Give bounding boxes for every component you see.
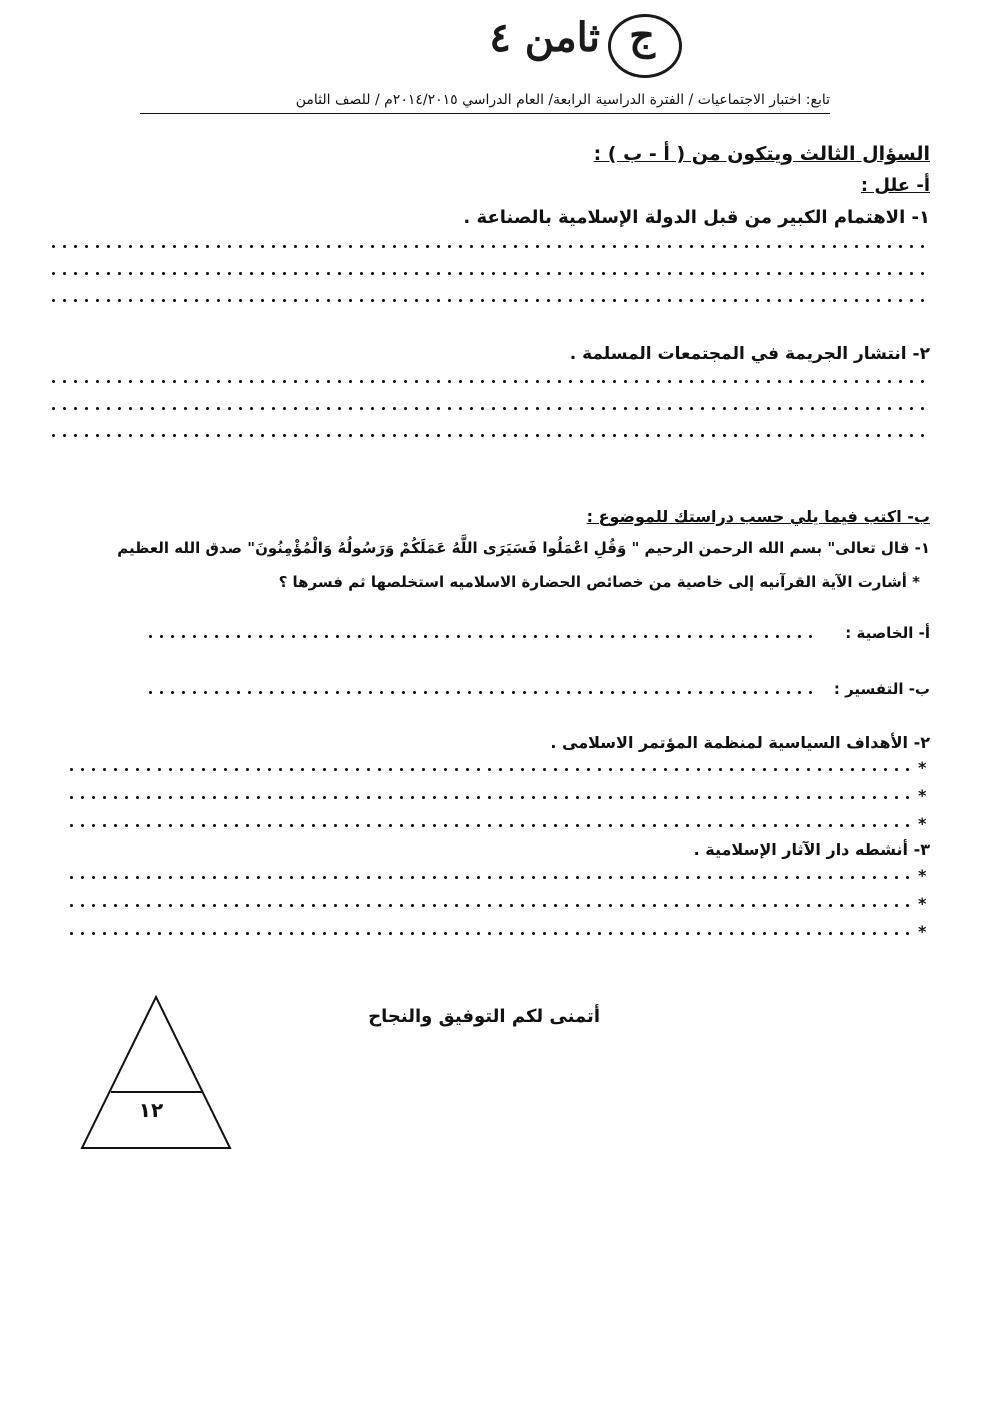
part-b-item-3: ٣- أنشطه دار الآثار الإسلامية .: [693, 840, 930, 859]
bullet: *: [918, 866, 927, 885]
part-b-item-2: ٢- الأهداف السياسية لمنظمة المؤتمر الاسلامى .: [550, 733, 930, 752]
question-title: السؤال الثالث ويتكون من ( أ - ب ) :: [593, 143, 930, 165]
score-triangle: [70, 985, 250, 1160]
score-value: ١٢: [138, 1098, 164, 1122]
answer-line: [48, 272, 930, 275]
exam-header: تابع: اختبار الاجتماعيات / الفترة الدراسية الرابعة/ العام الدراسي ٢٠١٤/٢٠١٥م / للصف الثامن: [295, 92, 830, 108]
bullet: *: [918, 922, 927, 941]
answer-line: [66, 768, 914, 771]
closing-message: أتمنى لكم التوفيق والنجاح: [368, 1006, 600, 1027]
quran-verse: ١- قال تعالى" بسم الله الرحمن الرحيم " وَقُلِ اعْمَلُوا فَسَيَرَى اللَّهُ عَمَلَكُمْ وَرَسُولُهُ وَالْمُؤْمِنُونَ" صدق الله العظيم: [117, 539, 930, 557]
answer-line: [48, 407, 930, 410]
grade-mark: ج: [629, 12, 655, 59]
feature-label: أ- الخاصية :: [845, 624, 930, 642]
answer-line: [66, 904, 914, 907]
answer-line: [66, 932, 914, 935]
answer-line: [66, 824, 914, 827]
answer-line: [66, 876, 914, 879]
answer-line: [145, 691, 817, 694]
header-divider: [140, 113, 830, 114]
answer-line: [48, 299, 930, 302]
explanation-label: ب- التفسير :: [833, 680, 930, 698]
answer-line: [48, 380, 930, 383]
part-a-item-2: ٢- انتشار الجريمة في المجتمعات المسلمة .: [569, 344, 930, 364]
verse-instruction: * أشارت الآية القرآنيه إلى خاصية من خصائص الحضارة الاسلاميه استخلصها ثم فسرها ؟: [278, 573, 920, 591]
answer-line: [48, 434, 930, 437]
answer-line: [66, 796, 914, 799]
bullet: *: [918, 894, 927, 913]
answer-line: [145, 635, 817, 638]
bullet: *: [918, 758, 927, 777]
triangle-outline: [82, 997, 230, 1148]
part-b-label: ب- اكتب فيما يلي حسب دراستك للموضوع :: [586, 507, 930, 526]
bullet: *: [918, 814, 927, 833]
handwritten-class-note: ثامن ٤: [489, 14, 600, 61]
bullet: *: [918, 786, 927, 805]
part-a-label: أ- علل :: [860, 175, 930, 196]
part-a-item-1: ١- الاهتمام الكبير من قبل الدولة الإسلامية بالصناعة .: [463, 207, 930, 228]
answer-line: [48, 245, 930, 248]
